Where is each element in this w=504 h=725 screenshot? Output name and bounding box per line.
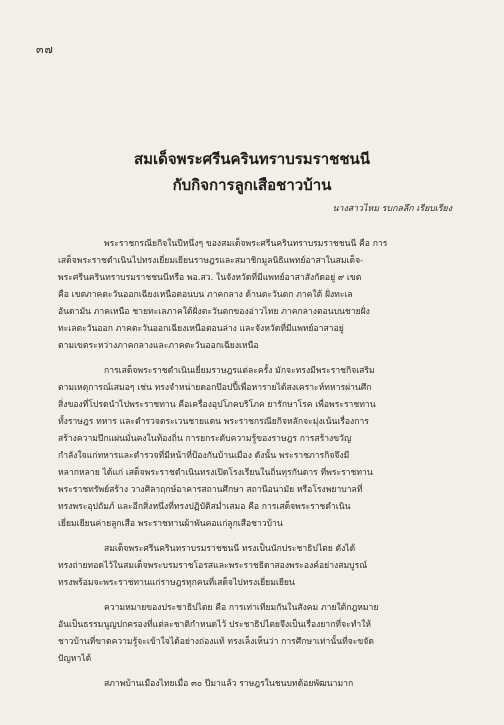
paragraph-gap bbox=[58, 668, 458, 676]
paragraph-line: กำลังใจแก่ทหารและตำรวจที่มีหน้าที่ป้องกันบ้านเมือง ดังนั้น พระราชภารกิจจึงมี bbox=[58, 451, 350, 461]
page-number: ๓๗ bbox=[36, 43, 54, 56]
paragraph-line: สภาพบ้านเมืองไทยเมื่อ ๓๐ ปีมาแล้ว ราษฎรในชนบทด้อยพัฒนามาก bbox=[104, 679, 354, 689]
title-line-2: กับกิจการลูกเสือชาวบ้าน bbox=[172, 176, 332, 194]
paragraph-line: เยี่ยมเยียนค่ายลูกเสือ พระราชทานผ้าพันคอแก่ลูกเสือชาวบ้าน bbox=[58, 519, 283, 529]
paragraph-line: พระราชกรณียกิจในปีหนึ่งๆ ของสมเด็จพระศรีนครินทราบรมราชชนนี คือ การ bbox=[104, 239, 388, 249]
paragraph-line: สิ่งของที่โปรดนำไปพระราชทาน คือเครื่องอุปโภคบริโภค ยารักษาโรค เพื่อพระราชทาน bbox=[58, 400, 376, 410]
paragraph-line: ชาวบ้านที่ขาดความรู้จะเข้าใจได้อย่างถ่องแท้ ทรงเล็งเห็นว่า การศึกษาเท่านั้นที่จะขจัด bbox=[58, 637, 374, 647]
article-title bbox=[0, 146, 504, 198]
paragraph-line: ทรงพร้อมจะพระราชทานแก่ราษฎรทุกคนที่เสด็จไปทรงเยี่ยมเยียน bbox=[58, 578, 295, 588]
title-line-1: สมเด็จพระศรีนครินทราบรมราชชนนี bbox=[133, 150, 371, 168]
paragraph-line: ความหมายของประชาธิปไตย คือ การเท่าเทียมกันในสังคม ภายใต้กฎหมาย bbox=[104, 603, 379, 613]
paragraph-line: พระศรีนครินทราบรมราชชนนีหรือ พอ.สว. ในจังหวัดที่มีแพทย์อาสาสังกัดอยู่ ๙ เขต bbox=[58, 273, 362, 283]
paragraph-line: ทั้งราษฎร ทหาร และตำรวจตระเวนชายแดน พระราชกรณียกิจหลักจะมุ่งเน้นเรื่องการ bbox=[58, 417, 369, 427]
paragraph-gap bbox=[58, 592, 458, 600]
paragraph-line: อันเป็นธรรมนูญปกครองที่แต่ละชาติกำหนดไว้ ประชาธิปไตยจึงเป็นเรื่องยากที่จะทำให้ bbox=[58, 620, 372, 630]
paragraph bbox=[58, 676, 458, 693]
paragraph-line: ตามเหตุการณ์เสมอๆ เช่น ทรงจำหน่ายดอกป๊อปปี้เพื่อหารายได้สงเคราะห์ทหารผ่านศึก bbox=[58, 383, 372, 393]
paragraph-line: ปัญหาได้ bbox=[58, 654, 92, 664]
author-byline: นางสาวไหม รบกลลึก เรียบเรียง bbox=[332, 204, 452, 214]
paragraph-line: ทะเลตะวันออก ภาคตะวันออกเฉียงเหนือตอนล่าง และจังหวัดที่มีแพทย์อาสาอยู่ bbox=[58, 324, 344, 334]
paragraph-line: อันดามัน ภาคเหนือ ชายทะเลภาคใต้ฝั่งตะวันตกของอ่าวไทย ภาคกลางตอนบนชายฝั่ง bbox=[58, 307, 370, 317]
paragraph-line: ตามเขตระหว่างภาคกลางและภาคตะวันออกเฉียงเหนือ bbox=[58, 341, 259, 351]
paragraph-line: คือ เขตภาคตะวันออกเฉียงเหนือตอนบน ภาคกลาง ด้านตะวันตก ภาคใต้ ฝั่งทะเล bbox=[58, 290, 353, 300]
paragraph bbox=[58, 236, 458, 355]
paragraph-line: เสด็จพระราชดำเนินไปทรงเยี่ยมเยียนราษฎรและสมาชิกมูลนิธิแพทย์อาสาในสมเด็จ- bbox=[58, 256, 364, 266]
paragraph-line: พระราชทรัพย์สร้าง วางศิลาฤกษ์อาคารสถานศึกษา สถานีอนามัย หรือโรงพยาบาลที่ bbox=[58, 485, 363, 495]
paragraph bbox=[58, 600, 458, 668]
paragraph bbox=[58, 541, 458, 592]
paragraph-line: การเสด็จพระราชดำเนินเยี่ยมราษฎรแต่ละครั้ง มักจะทรงมีพระราชกิจเสริม bbox=[104, 366, 375, 376]
paragraph-line: ทรงพระอุปถัมภ์ และอีกสิ่งหนึ่งที่ทรงปฏิบัติสม่ำเสมอ คือ การเสด็จพระราชดำเนิน bbox=[58, 502, 351, 512]
paragraph bbox=[58, 363, 458, 533]
paragraph-gap bbox=[58, 533, 458, 541]
paragraph-line: ทรงถ่ายทอดไว้ในสมเด็จพระบรมราชโอรสและพระราชธิดาสองพระองค์อย่างสมบูรณ์ bbox=[58, 561, 368, 571]
paragraph-gap bbox=[58, 355, 458, 363]
article-body bbox=[58, 236, 458, 693]
paragraph-line: สมเด็จพระศรีนครินทราบรมราชชนนี ทรงเป็นนักประชาธิปไตย ดังได้ bbox=[104, 544, 356, 554]
paragraph-line: หลากหลาย ได้แก่ เสด็จพระราชดำเนินทรงเปิดโรงเรียนในถิ่นทุรกันดาร ที่พระราชทาน bbox=[58, 468, 373, 478]
paragraph-line: สร้างความปึกแผ่นมั่นคงในท้องถิ่น การยกระดับความรู้ของราษฎร การสร้างขวัญ bbox=[58, 434, 352, 444]
